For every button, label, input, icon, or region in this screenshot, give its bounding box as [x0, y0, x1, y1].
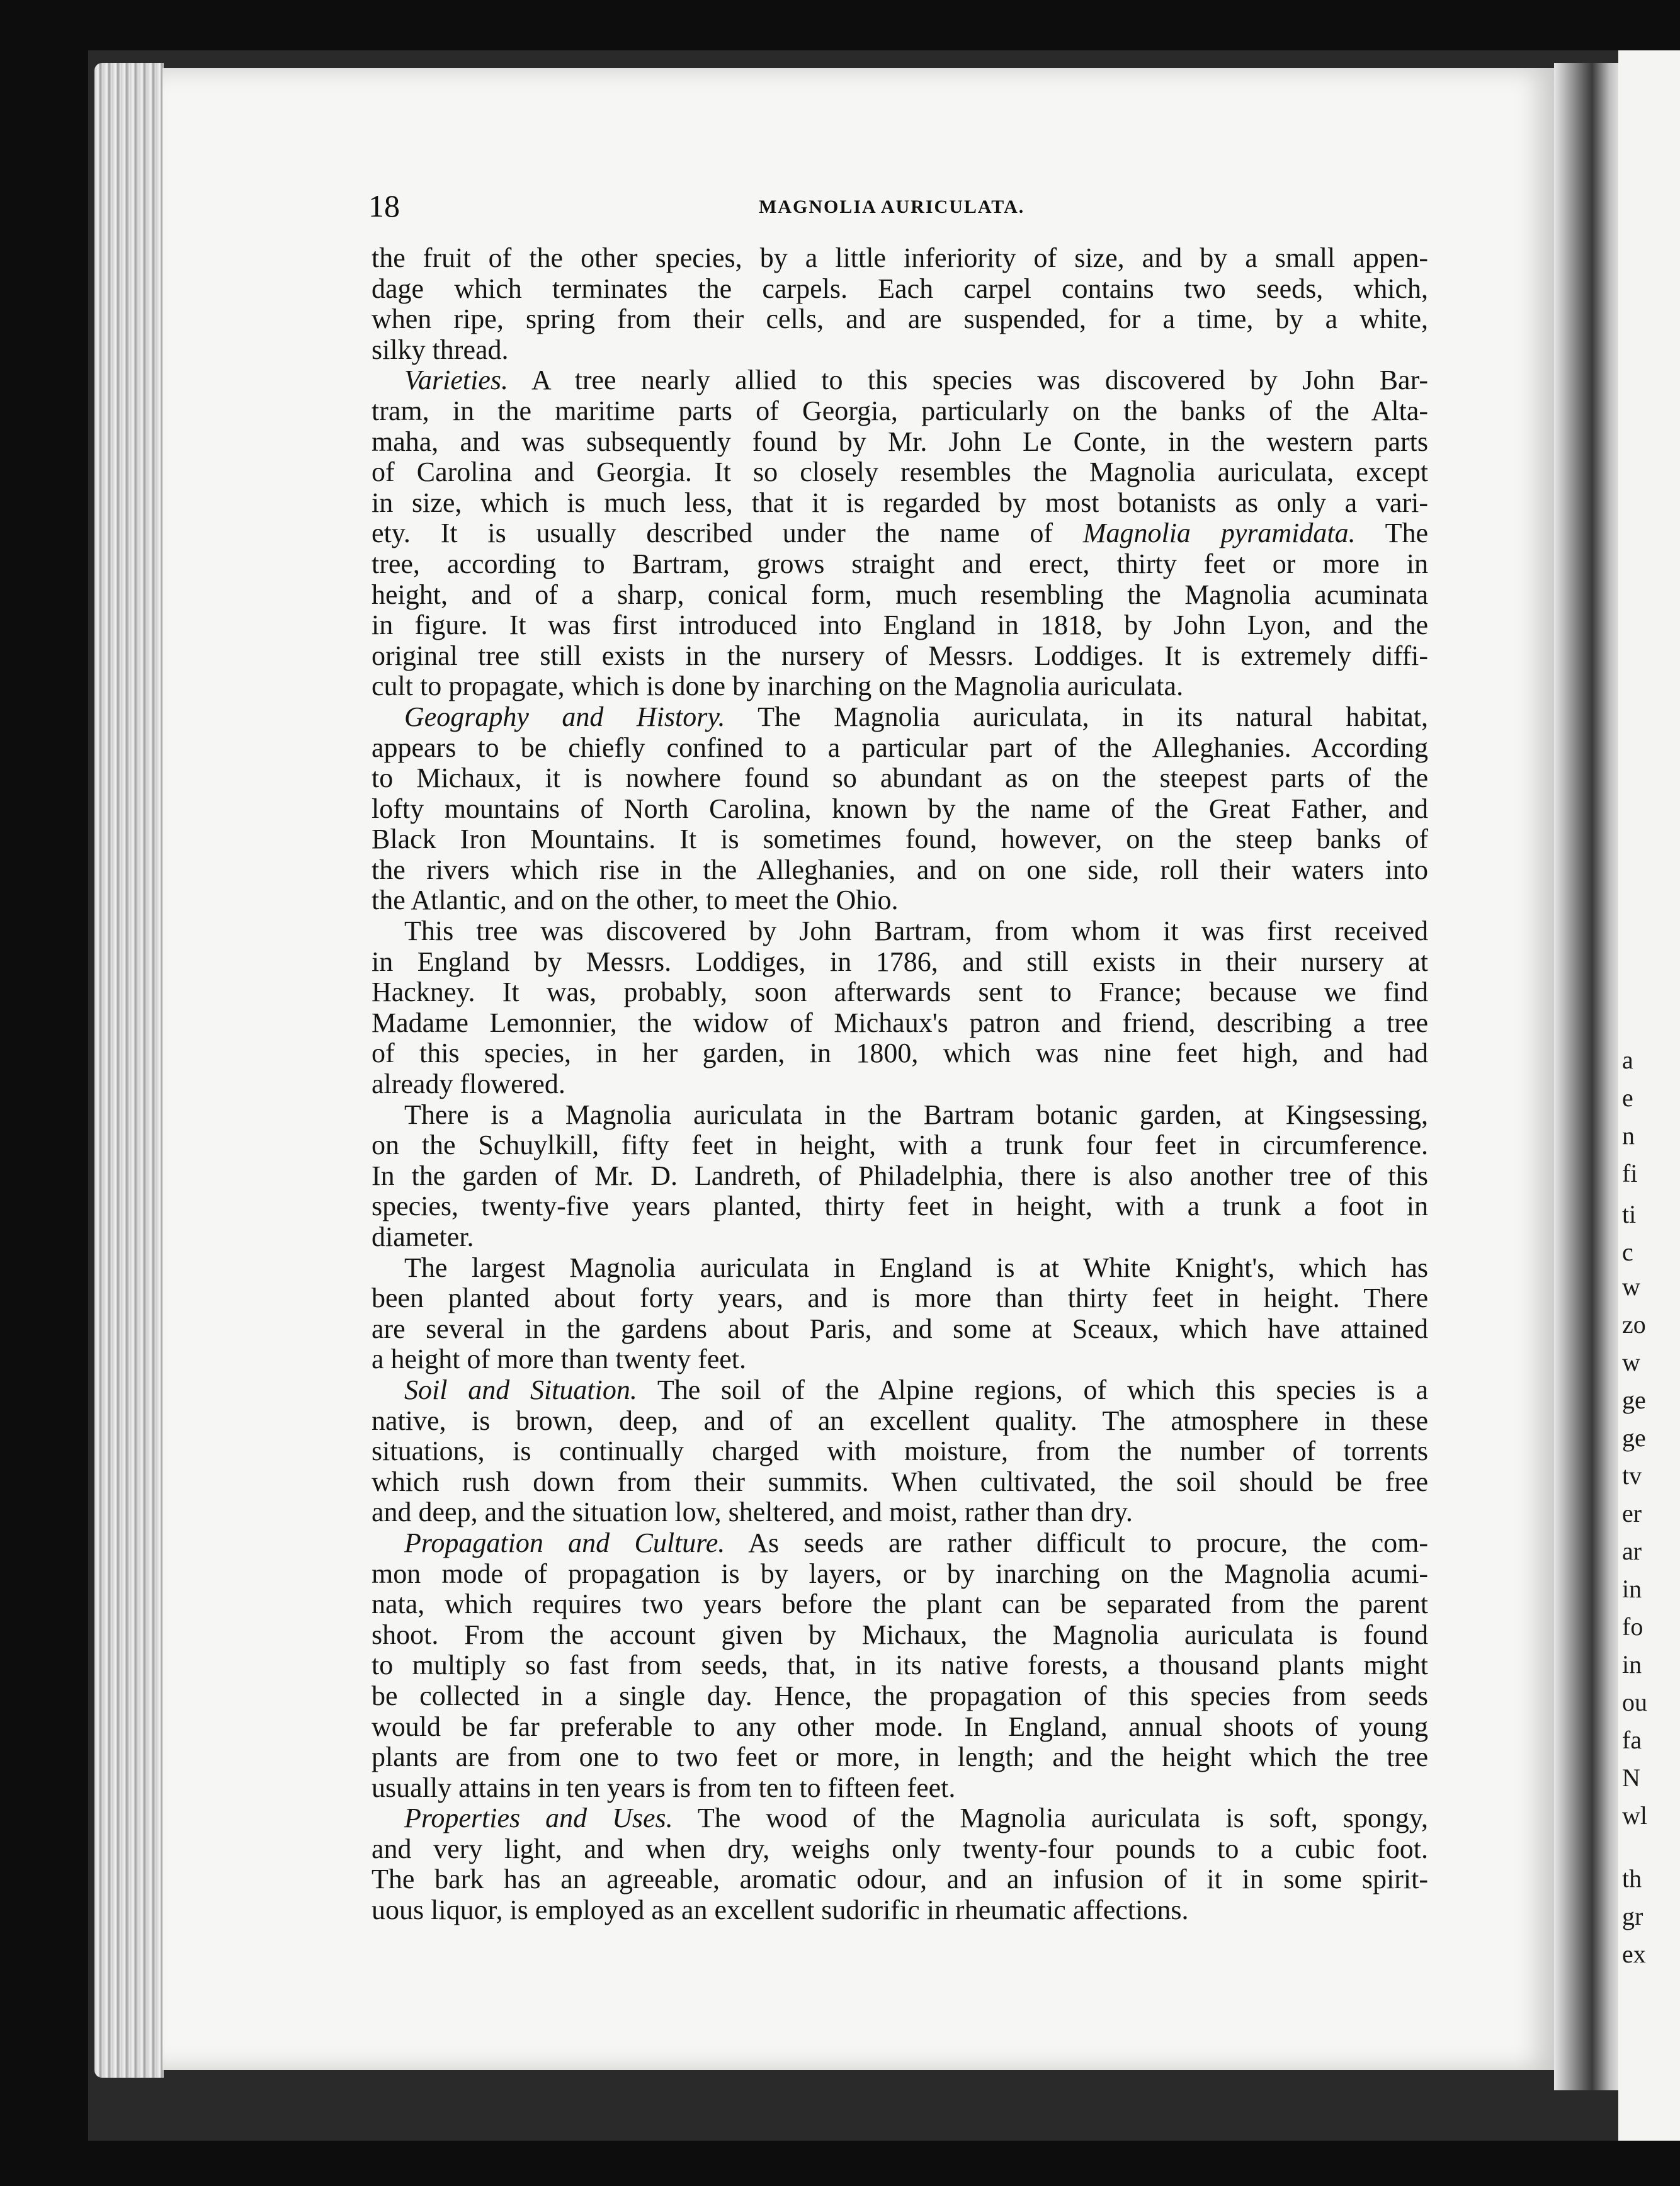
- text-line: [372, 365, 1428, 396]
- facing-page-fragment: er: [1622, 1499, 1642, 1527]
- text-line: [372, 1161, 1428, 1192]
- line-text: diameter.: [372, 1221, 474, 1252]
- line-text: The Magnolia auriculata, in its natural habitat,: [725, 701, 1429, 732]
- facing-page-fragment: fo: [1622, 1612, 1643, 1641]
- section-heading: Geography and History.: [404, 701, 725, 732]
- facing-page-fragment: in: [1622, 1575, 1642, 1603]
- section-heading: Varieties.: [404, 365, 508, 396]
- text-line: [372, 1681, 1428, 1712]
- line-text: This tree was discovered by John Bartram, from whom it was first received: [404, 915, 1428, 947]
- facing-page-fragment: ex: [1622, 1940, 1646, 1968]
- text-line: [372, 916, 1428, 947]
- text-line: [372, 1712, 1428, 1743]
- line-text: of this species, in her garden, in 1800, which was nine feet high, and had: [372, 1038, 1428, 1069]
- text-line: [372, 427, 1428, 458]
- text-line: [372, 549, 1428, 580]
- line-text: a height of more than twenty feet.: [372, 1344, 747, 1375]
- line-text: shoot. From the account given by Michaux, the Magnolia auriculata is found: [372, 1619, 1428, 1650]
- text-line: [372, 1344, 1428, 1375]
- text-line: [372, 1069, 1428, 1100]
- text-line: [372, 1100, 1428, 1131]
- text-line: [372, 243, 1428, 274]
- text-line: [372, 610, 1428, 641]
- text-line: [372, 1406, 1428, 1437]
- text-line: [372, 1864, 1428, 1895]
- line-text: dage which terminates the carpels. Each carpel contains two seeds, which,: [372, 273, 1428, 304]
- facing-page-fragment: th: [1622, 1864, 1642, 1893]
- line-text: usually attains in ten years is from ten to fifteen feet.: [372, 1772, 956, 1803]
- text-line: [372, 396, 1428, 427]
- facing-page-fragment: tv: [1622, 1461, 1642, 1490]
- text-line: [372, 671, 1428, 702]
- page-number: 18: [368, 188, 400, 224]
- line-text: silky thread.: [372, 334, 509, 365]
- facing-page-fragment: c: [1622, 1238, 1633, 1266]
- text-line: [372, 1528, 1428, 1559]
- text-line: [372, 335, 1428, 366]
- text-line: [372, 885, 1428, 916]
- text-line: [372, 794, 1428, 825]
- text-line: [372, 1742, 1428, 1773]
- text-line: [372, 824, 1428, 855]
- book-gutter: [1554, 63, 1623, 2090]
- text-line: [372, 763, 1428, 794]
- text-line: [372, 1283, 1428, 1314]
- line-text: lofty mountains of North Carolina, known by the name of the Great Father, and: [372, 793, 1428, 824]
- line-text: are several in the gardens about Paris, and some at Sceaux, which have attained: [372, 1313, 1428, 1344]
- line-text: on the Schuylkill, fifty feet in height, with a trunk four feet in circumference.: [372, 1130, 1428, 1161]
- line-text: in figure. It was first introduced into England in 1818, by John Lyon, and the: [372, 609, 1428, 641]
- text-line: [372, 1038, 1428, 1069]
- line-text: The largest Magnolia auriculata in England is at White Knight's, which has: [404, 1252, 1428, 1283]
- line-text: the rivers which rise in the Alleghanies, and on one side, roll their waters into: [372, 854, 1428, 885]
- line-text: height, and of a sharp, conical form, much resembling the Magnolia acuminata: [372, 579, 1428, 610]
- text-line: [372, 1467, 1428, 1498]
- text-line: [372, 1773, 1428, 1804]
- facing-page-fragment: ou: [1622, 1688, 1647, 1716]
- line-text: to Michaux, it is nowhere found so abundant as on the steepest parts of the: [372, 762, 1428, 794]
- text-line: [372, 1375, 1428, 1406]
- text-line: [372, 1589, 1428, 1620]
- line-text: ety. It is usually described under the name of: [372, 518, 1083, 549]
- line-text: tram, in the maritime parts of Georgia, particularly on the banks of the Alta-: [372, 395, 1428, 426]
- text-line: [372, 304, 1428, 335]
- text-line: [372, 1130, 1428, 1161]
- section-heading: Propagation and Culture.: [404, 1527, 725, 1558]
- text-line: [372, 733, 1428, 764]
- page-header: [368, 188, 1426, 225]
- text-line: [372, 1650, 1428, 1681]
- line-text: plants are from one to two feet or more, in length; and the height which the tree: [372, 1741, 1428, 1773]
- line-text: Black Iron Mountains. It is sometimes found, however, on the steep banks of: [372, 824, 1428, 855]
- facing-page-fragment: ti: [1622, 1200, 1637, 1228]
- line-text: species, twenty-five years planted, thirty feet in height, with a trunk a foot in: [372, 1191, 1428, 1222]
- section-heading: Properties and Uses.: [404, 1803, 673, 1834]
- line-text: and very light, and when dry, weighs only twenty-four pounds to a cubic foot.: [372, 1833, 1428, 1864]
- facing-page-fragment: n: [1622, 1121, 1635, 1150]
- text-line: [372, 1191, 1428, 1222]
- text-line: [372, 1253, 1428, 1284]
- line-text: Hackney. It was, probably, soon afterwards sent to France; because we find: [372, 977, 1428, 1008]
- line-text: when ripe, spring from their cells, and are suspended, for a time, by a white,: [372, 303, 1428, 335]
- text-line: [372, 855, 1428, 886]
- text-line: [372, 1314, 1428, 1345]
- facing-page-fragment: w: [1622, 1272, 1640, 1301]
- line-text: to multiply so fast from seeds, that, in its native forests, a thousand plants might: [372, 1650, 1428, 1681]
- line-text: the fruit of the other species, by a little inferiority of size, and by a small appen-: [372, 242, 1428, 273]
- text-line: [372, 702, 1428, 733]
- running-title: MAGNOLIA AURICULATA.: [759, 196, 1025, 217]
- section-heading: Soil and Situation.: [404, 1374, 637, 1405]
- line-text: in size, which is much less, that it is regarded by most botanists as only a vari-: [372, 487, 1428, 518]
- facing-page-fragment: a: [1622, 1046, 1633, 1074]
- facing-page-fragment: fi: [1622, 1159, 1638, 1187]
- facing-page-fragment: fa: [1622, 1726, 1642, 1754]
- line-text: which rush down from their summits. When cultivated, the soil should be free: [372, 1466, 1428, 1497]
- line-text: and deep, and the situation low, sheltered, and moist, rather than dry.: [372, 1497, 1133, 1528]
- text-line: [372, 947, 1428, 978]
- text-line: [372, 1436, 1428, 1467]
- italic-name: Magnolia pyramidata.: [1082, 518, 1356, 549]
- line-text: The bark has an agreeable, aromatic odour, and an infusion of it in some spirit-: [372, 1864, 1428, 1895]
- facing-page-fragment: ge: [1622, 1424, 1646, 1452]
- page-stack-edge: [94, 63, 164, 2078]
- line-text: in England by Messrs. Loddiges, in 1786, and still exists in their nursery at: [372, 946, 1428, 977]
- facing-page-edge: [1618, 50, 1680, 2141]
- line-text: mon mode of propagation is by layers, or by inarching on the Magnolia acumi-: [372, 1558, 1428, 1589]
- line-text: uous liquor, is employed as an excellent sudorific in rheumatic affections.: [372, 1894, 1189, 1926]
- line-text: As seeds are rather difficult to procure, the com-: [725, 1527, 1428, 1558]
- facing-page-fragment: ge: [1622, 1386, 1646, 1414]
- text-line: [372, 1803, 1428, 1834]
- line-text: The soil of the Alpine regions, of which this species is a: [637, 1374, 1428, 1405]
- line-text: nata, which requires two years before the plant can be separated from the parent: [372, 1589, 1428, 1620]
- line-text: In the garden of Mr. D. Landreth, of Philadelphia, there is also another tree of this: [372, 1160, 1428, 1191]
- line-text: A tree nearly allied to this species was discovered by John Bar-: [508, 365, 1428, 396]
- text-line: [372, 1620, 1428, 1651]
- text-line: [372, 457, 1428, 488]
- facing-page-fragment: wl: [1622, 1801, 1647, 1830]
- line-text: There is a Magnolia auriculata in the Bartram botanic garden, at Kingsessing,: [404, 1099, 1428, 1130]
- facing-page-fragment: zo: [1622, 1310, 1646, 1339]
- facing-page-fragment: gr: [1622, 1902, 1643, 1930]
- text-line: [372, 274, 1428, 305]
- line-text: the Atlantic, and on the other, to meet the Ohio.: [372, 885, 899, 916]
- line-text: tree, according to Bartram, grows straight and erect, thirty feet or more in: [372, 548, 1428, 579]
- line-text: native, is brown, deep, and of an excellent quality. The atmosphere in these: [372, 1405, 1428, 1436]
- body-text: [372, 243, 1428, 1926]
- facing-page-fragment: w: [1622, 1348, 1640, 1376]
- line-text: cult to propagate, which is done by inarching on the Magnolia auriculata.: [372, 671, 1184, 702]
- text-line: [372, 1834, 1428, 1865]
- line-text: of Carolina and Georgia. It so closely resembles the Magnolia auriculata, except: [372, 456, 1428, 488]
- line-text: would be far preferable to any other mode. In England, annual shoots of young: [372, 1711, 1428, 1742]
- line-text: appears to be chiefly confined to a particular part of the Alleghanies. According: [372, 732, 1428, 763]
- line-text: already flowered.: [372, 1068, 565, 1100]
- line-text: The wood of the Magnolia auriculata is soft, spongy,: [673, 1803, 1429, 1834]
- text-line: [372, 1895, 1428, 1926]
- text-line: [372, 1008, 1428, 1039]
- line-text: maha, and was subsequently found by Mr. John Le Conte, in the western parts: [372, 426, 1428, 457]
- facing-page-fragment: in: [1622, 1650, 1642, 1679]
- line-text: Madame Lemonnier, the widow of Michaux's patron and friend, describing a tree: [372, 1007, 1428, 1038]
- facing-page-fragment: ar: [1622, 1537, 1642, 1565]
- text-line: [372, 1222, 1428, 1253]
- text-line: [372, 518, 1428, 549]
- line-text-tail: The: [1355, 518, 1428, 549]
- text-line: [372, 580, 1428, 611]
- text-line: [372, 488, 1428, 519]
- text-line: [372, 1559, 1428, 1590]
- line-text: been planted about forty years, and is more than thirty feet in height. There: [372, 1283, 1428, 1314]
- line-text: situations, is continually charged with moisture, from the number of torrents: [372, 1436, 1428, 1467]
- text-line: [372, 977, 1428, 1008]
- line-text: original tree still exists in the nursery of Messrs. Loddiges. It is extremely diffi-: [372, 640, 1428, 671]
- text-line: [372, 1497, 1428, 1528]
- facing-page-fragment: N: [1622, 1764, 1640, 1792]
- text-line: [372, 641, 1428, 672]
- line-text: be collected in a single day. Hence, the propagation of this species from seeds: [372, 1680, 1428, 1711]
- facing-page-fragment: e: [1622, 1084, 1633, 1112]
